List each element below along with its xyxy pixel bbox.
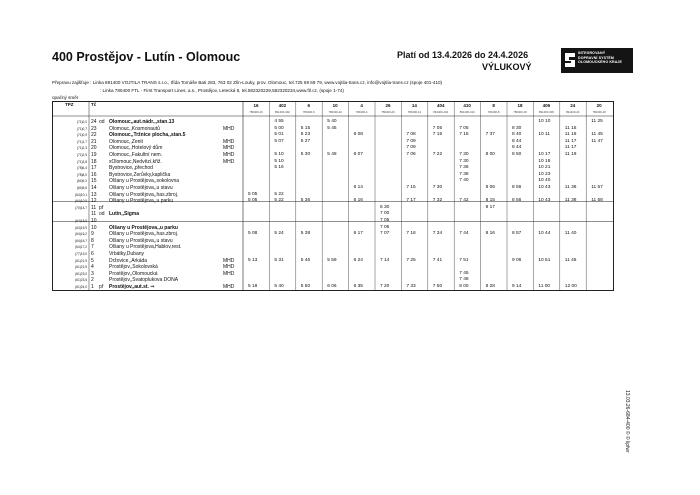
stop-name: Bystrovice,,přechod (109, 165, 153, 172)
stop-name: Prostějov,,Sokolovská (109, 264, 158, 271)
departure-time: 10 51 (538, 257, 551, 263)
departure-time: 5 30 (300, 152, 311, 157)
departure-time: 7 48 (459, 277, 469, 283)
departure-time: 7 09 (406, 138, 416, 144)
stop-tc: 21 (91, 138, 97, 145)
departure-time: 7 09 (406, 145, 416, 151)
timetable (52, 101, 614, 291)
stop-name: Prostějov,,Svatoplukova DONA (109, 277, 179, 284)
departure-time: 5 22 (274, 191, 284, 197)
departure-time: 6 30 (380, 204, 390, 210)
stop-name: Olšany u Prostějova,,sokolovna (109, 178, 180, 185)
departure-time: 5 40 (327, 119, 337, 124)
departure-time: 11 25 (591, 119, 603, 124)
departure-time: 5 27 (300, 138, 311, 144)
direction-label: opačný směr (52, 95, 79, 100)
departure-time: 7 41 (432, 257, 443, 263)
logo-line-2: DOPRAVNÍ SYSTÉM (578, 55, 614, 60)
stop-zone: MHD (223, 145, 235, 152)
departure-time: 9 14 (512, 284, 522, 289)
departure-time: 6 16 (353, 198, 363, 204)
departure-time: 7 36 (459, 165, 469, 171)
departure-time: 7 30 (459, 152, 469, 157)
departure-time: 7 34 (432, 231, 443, 237)
stop-km: (61)23,0 (75, 271, 87, 276)
departure-time: 5 05 (248, 198, 258, 204)
stop-tc: 23 (91, 125, 97, 132)
stop-tc: 14 (91, 185, 97, 191)
logo-line-3: OLOMOUCKÉHO KRAJE (578, 60, 623, 65)
trip-line-code: 780400-16 (249, 110, 263, 114)
departure-time: 7 45 (459, 270, 469, 276)
departure-time: 7 50 (432, 284, 443, 289)
departure-time: 8 30 (512, 125, 522, 131)
departure-time: 7 05 (432, 125, 443, 131)
operator-line-1 (52, 80, 442, 85)
stop-km: (64)16,7 (75, 238, 87, 243)
stop-tc: 8 (91, 237, 94, 244)
stop-name: Olšany u Prostějova,Hablov,rest. (109, 244, 182, 251)
operator-2-text: : Linka 780400 FTL - First Transport Lines, a.s., Prostějov, Letecká 8, tel.582320229,582320234,www.ftl.cz, (spoje 1-74) (100, 88, 344, 93)
stop-ko: od (99, 211, 105, 218)
stop-zone: MHD (223, 152, 235, 158)
trip-line-code: 891400-404 (433, 110, 449, 114)
stop-km: (78)8,0 (76, 172, 87, 177)
side-document-code: 13.03.26-684-400 © © lipfwr (624, 390, 630, 453)
stop-km: (70)14,7 (75, 205, 87, 210)
stop-zone: MHD (223, 284, 235, 290)
stop-name: Olomouc,,Hotelový dům (109, 145, 163, 152)
stop-zone: MHD (223, 257, 235, 264)
stop-km: (61)23,5 (75, 278, 87, 283)
departure-time: 10 10 (538, 119, 551, 124)
departure-time: 6 17 (353, 231, 363, 237)
departure-time: 7 17 (406, 198, 416, 204)
stop-km: (71)0,9 (76, 133, 87, 138)
departure-time: 8 57 (512, 231, 522, 237)
trip-number: 14 (411, 103, 417, 108)
stop-km: (71)2,9 (76, 153, 87, 157)
stop-name: Prostějov,,aut.st. ⇒ (109, 284, 155, 290)
departure-time: 9 06 (512, 257, 522, 263)
stop-name: Olomouc,,Fakultní nem. (109, 152, 163, 158)
departure-time: 7 25 (406, 257, 416, 263)
stop-km: (64)9,6 (76, 186, 87, 190)
ids-logo-icon (563, 51, 577, 69)
departure-time: 11 45 (564, 257, 577, 263)
departure-time: 5 07 (274, 138, 284, 144)
stop-km: (61)21,9 (75, 258, 87, 263)
departure-time: 10 17 (538, 152, 551, 157)
stop-km: (71)0,0 (76, 120, 87, 124)
departure-time: 10 40 (538, 178, 551, 184)
departure-time: 7 33 (406, 284, 416, 289)
trip-line-code: 891400-410 (459, 110, 475, 114)
departure-time: 11 17 (564, 145, 577, 151)
stop-km: (64)17,2 (75, 245, 87, 250)
stop-name: Olomouc,,Zenit (109, 138, 143, 145)
departure-time: 11 17 (564, 138, 577, 144)
stop-tc: 24 (91, 119, 97, 125)
trip-line-code: 780400-8 (487, 110, 500, 114)
trip-number: 410 (463, 103, 471, 108)
departure-time: 11 40 (564, 231, 577, 237)
departure-time: 5 16 (274, 165, 284, 171)
departure-time: 7 20 (380, 284, 390, 289)
stop-name: Olšany u Prostějova,,u stavu (109, 185, 173, 191)
departure-time: 8 50 (512, 152, 522, 157)
trip-number: 26 (385, 103, 391, 108)
stop-tc: 20 (91, 145, 97, 152)
departure-time: 8 56 (512, 185, 522, 190)
departure-time: 5 50 (300, 284, 311, 289)
departure-time: 7 06 (406, 152, 416, 157)
table-header-tc: Tč (91, 102, 97, 107)
departure-time: 6 07 (353, 152, 363, 157)
stop-ko: př (99, 284, 104, 290)
departure-time: 10 11 (538, 132, 551, 138)
stop-tc: 12 (91, 198, 97, 205)
stop-ko: od (99, 119, 105, 125)
departure-time: 7 15 (406, 185, 416, 190)
trip-line-code: 780400-18 (513, 110, 527, 114)
departure-time: 12 00 (564, 284, 577, 289)
stop-tc: 6 (91, 251, 94, 257)
stop-km: (71)3,8 (76, 159, 87, 164)
departure-time: 5 59 (327, 257, 337, 263)
departure-time: 8 17 (485, 204, 495, 210)
departure-time: 11 45 (591, 132, 603, 138)
departure-time: 8 06 (485, 185, 495, 190)
departure-time: 7 30 (432, 185, 443, 190)
departure-time: 5 01 (274, 132, 284, 138)
stop-name: Bystrovice,Zerůvky,kaplička (109, 171, 171, 178)
departure-time: 6 35 (353, 284, 363, 289)
stop-km: (77)19,0 (75, 252, 87, 256)
departure-time: 6 06 (327, 284, 337, 289)
logo-line-1: INTEGROVANÝ (578, 51, 606, 55)
operator-1-text: : Linka 891400 VOJTILA TRANS s.r.o., třída Tomáše Bati 283, 763 02 Zlín-Louky, prov. Olomouc, tel.725 69 69 79, www.vojtila-trans.cz, info@vojtila-trans.cz (spoje 401-410) (90, 80, 443, 85)
trip-number: 406 (542, 103, 551, 108)
departure-time: 6 24 (353, 257, 363, 263)
departure-time: 7 44 (459, 231, 469, 237)
stop-km: (64)10,1 (75, 192, 87, 197)
departure-time: 11 15 (564, 125, 577, 131)
stop-km: (64)9,2 (76, 179, 87, 184)
stop-tc: 4 (91, 264, 94, 271)
departure-time: 8 00 (485, 152, 495, 157)
departure-time: 11 58 (591, 198, 603, 204)
stop-tc: 16 (91, 171, 97, 178)
departure-time: 5 15 (300, 125, 311, 131)
trip-number: 8 (492, 103, 495, 108)
departure-time: 7 07 (380, 231, 390, 237)
stop-name: Olomouc,,Kosmonautů (109, 125, 160, 132)
stop-tc: 1 (91, 284, 94, 290)
departure-time: 7 15 (459, 132, 469, 138)
departure-time: 7 22 (432, 152, 443, 157)
departure-time: 8 28 (485, 284, 495, 289)
stop-km: (71)0,7 (76, 126, 87, 131)
stop-name: Lutín,,Sigma (109, 211, 139, 218)
stop-tc: 10 (91, 224, 97, 231)
departure-time: 6 08 (353, 132, 363, 138)
departure-time: 7 14 (380, 257, 390, 263)
departure-time: 7 51 (459, 257, 469, 263)
departure-time: 10 43 (538, 185, 551, 190)
stop-zone: MHD (223, 125, 235, 132)
departure-time: 10 21 (538, 165, 551, 171)
departure-time: 11 16 (564, 132, 577, 138)
stop-tc: 18 (91, 158, 97, 165)
departure-time: 5 13 (248, 257, 258, 263)
trip-number: 402 (278, 103, 287, 108)
departure-time: 8 56 (512, 198, 522, 204)
trip-line-code: 780400-26 (381, 110, 395, 114)
trip-line-code: 780400-6 (302, 110, 315, 114)
stop-km: (64)15,9 (75, 225, 87, 230)
trip-number: 4 (360, 103, 363, 108)
trip-line-code: 780400-4 (355, 110, 368, 114)
stop-tc: 2 (91, 277, 94, 284)
validity-note: VÝLUKOVÝ (482, 62, 532, 72)
departure-time: 7 30 (459, 158, 469, 164)
departure-time: 5 05 (248, 191, 258, 197)
departure-time: 5 36 (300, 198, 311, 204)
departure-time: 10 43 (538, 198, 551, 204)
table-header-tpz: TPZ (65, 102, 74, 107)
departure-time: 5 23 (300, 132, 311, 138)
trip-line-code: 891400-406 (538, 110, 554, 114)
stop-tc: 22 (91, 132, 97, 139)
stop-zone: MHD (223, 264, 235, 271)
departure-time: 11 38 (564, 198, 577, 204)
stop-tc: 19 (91, 152, 97, 158)
departure-time: 5 22 (274, 198, 284, 204)
departure-time: 5 08 (248, 231, 258, 237)
stop-tc: 15 (91, 178, 97, 185)
stop-zone: MHD (223, 158, 235, 165)
trip-number: 24 (570, 103, 576, 108)
departure-time: 8 15 (485, 198, 495, 204)
stop-name: Olšany u Prostějova,,u stavu (109, 237, 173, 244)
stop-tc: 11 (91, 204, 97, 211)
stop-name: Olomouc,,Tržnice plocha,,stan.5 (109, 132, 186, 139)
stop-name: xOlomouc,Nedvězí,křiž. (109, 158, 162, 165)
stop-km: (64)16,2 (75, 232, 87, 237)
departure-time: 11 57 (591, 185, 603, 190)
departure-time: 7 05 (380, 218, 390, 223)
departure-time: 11 36 (564, 185, 577, 190)
operator-line-2 (100, 88, 344, 93)
stop-km: (61)22,5 (75, 265, 87, 270)
departure-time: 7 38 (459, 171, 469, 177)
departure-time: 4 55 (274, 119, 284, 124)
stop-zone: MHD (223, 138, 235, 145)
departure-time: 5 45 (327, 125, 337, 131)
stop-tc: 17 (91, 165, 97, 172)
stop-name: Vrbátky,Dubany (109, 251, 145, 257)
stop-name: Držovice,,Arkáda (109, 257, 148, 264)
departure-time: 8 44 (512, 145, 522, 151)
departure-time: 6 14 (353, 185, 363, 190)
stop-name: Prostějov,,Olomoucká (109, 270, 158, 277)
stop-tc: 9 (91, 231, 94, 238)
stop-zone: MHD (223, 270, 235, 277)
departure-time: 8 44 (512, 138, 522, 144)
trip-number: 6 (307, 103, 311, 108)
departure-time: 7 05 (459, 125, 469, 131)
departure-time: 7 18 (406, 231, 416, 237)
departure-time: 5 31 (274, 257, 284, 263)
trip-line-code: 780400-14 (407, 110, 422, 114)
trip-number: 10 (332, 103, 338, 108)
departure-time: 7 37 (485, 132, 495, 138)
trip-number: 18 (517, 103, 523, 108)
trip-line-code: 891400-402 (274, 110, 290, 114)
stop-km: (78)6,4 (76, 166, 87, 171)
departure-time: 10 18 (538, 158, 551, 164)
departure-time: 5 38 (300, 231, 311, 237)
line-title: 400 Prostějov - Lutín - Olomouc (52, 50, 241, 64)
stop-name: Olomouc,,aut.nádr.,,stan.13 (109, 119, 175, 125)
stop-km: (71)2,3 (76, 146, 87, 151)
stop-km: (64)10,5 (75, 199, 87, 204)
stop-name: Olšany u Prostějova,,has.zbroj. (109, 231, 179, 238)
trip-number: 16 (253, 103, 259, 108)
departure-time: 5 46 (300, 257, 311, 263)
departure-time: 11 47 (591, 138, 603, 144)
stop-tc: 11 (91, 211, 97, 218)
stop-km: (64)15,5 (75, 219, 87, 223)
stop-tc: 5 (91, 257, 94, 264)
trip-line-code: 780400-20 (592, 110, 606, 114)
departure-time: 8 16 (485, 231, 495, 237)
stop-name: Olšany u Prostějova,,u parku (109, 198, 174, 205)
departure-time: 7 15 (432, 132, 443, 138)
stop-km: (71)1,7 (76, 139, 87, 144)
ids-logo (561, 48, 633, 73)
departure-time: 7 08 (406, 132, 416, 138)
stop-tc: 3 (91, 270, 94, 277)
trip-number: 404 (437, 103, 445, 108)
stop-tc: 7 (91, 244, 94, 251)
stop-tc: 13 (91, 191, 97, 198)
validity-period: Platí od 13.4.2026 do 24.4.2026 (397, 50, 529, 60)
trip-number: 20 (596, 103, 602, 108)
departure-time: 7 40 (459, 178, 469, 184)
departure-time: 5 10 (274, 152, 284, 157)
departure-time: 5 48 (327, 152, 337, 157)
stop-name: Olšany u Prostějova,,u parku (109, 224, 178, 231)
stop-ko: př (99, 204, 104, 211)
departure-time: 5 18 (248, 284, 258, 289)
departure-time: 11 00 (538, 284, 551, 289)
trip-line-code: 891400-24 (566, 110, 580, 114)
departure-time: 5 40 (274, 284, 284, 289)
departure-time: 7 32 (432, 198, 443, 204)
stop-km: (61)24,0 (75, 285, 87, 289)
departure-time: 5 24 (274, 231, 284, 237)
operators-label: Přepravu zajišťuje (52, 80, 89, 85)
departure-time: 5 00 (274, 125, 284, 131)
departure-time: 10 44 (538, 231, 551, 237)
departure-time: 10 23 (538, 171, 551, 177)
stop-name: Olšany u Prostějova,,has.zbroj. (109, 191, 179, 198)
trip-line-code: 780400-10 (328, 110, 342, 114)
departure-time: 5 10 (274, 158, 284, 164)
departure-time: 7 00 (380, 211, 390, 217)
departure-time: 8 00 (459, 284, 469, 289)
departure-time: 7 42 (459, 198, 469, 204)
departure-time: 11 19 (564, 152, 577, 157)
stop-tc: 10 (91, 218, 97, 224)
departure-time: 8 40 (512, 132, 522, 138)
departure-time: 7 05 (380, 224, 390, 230)
